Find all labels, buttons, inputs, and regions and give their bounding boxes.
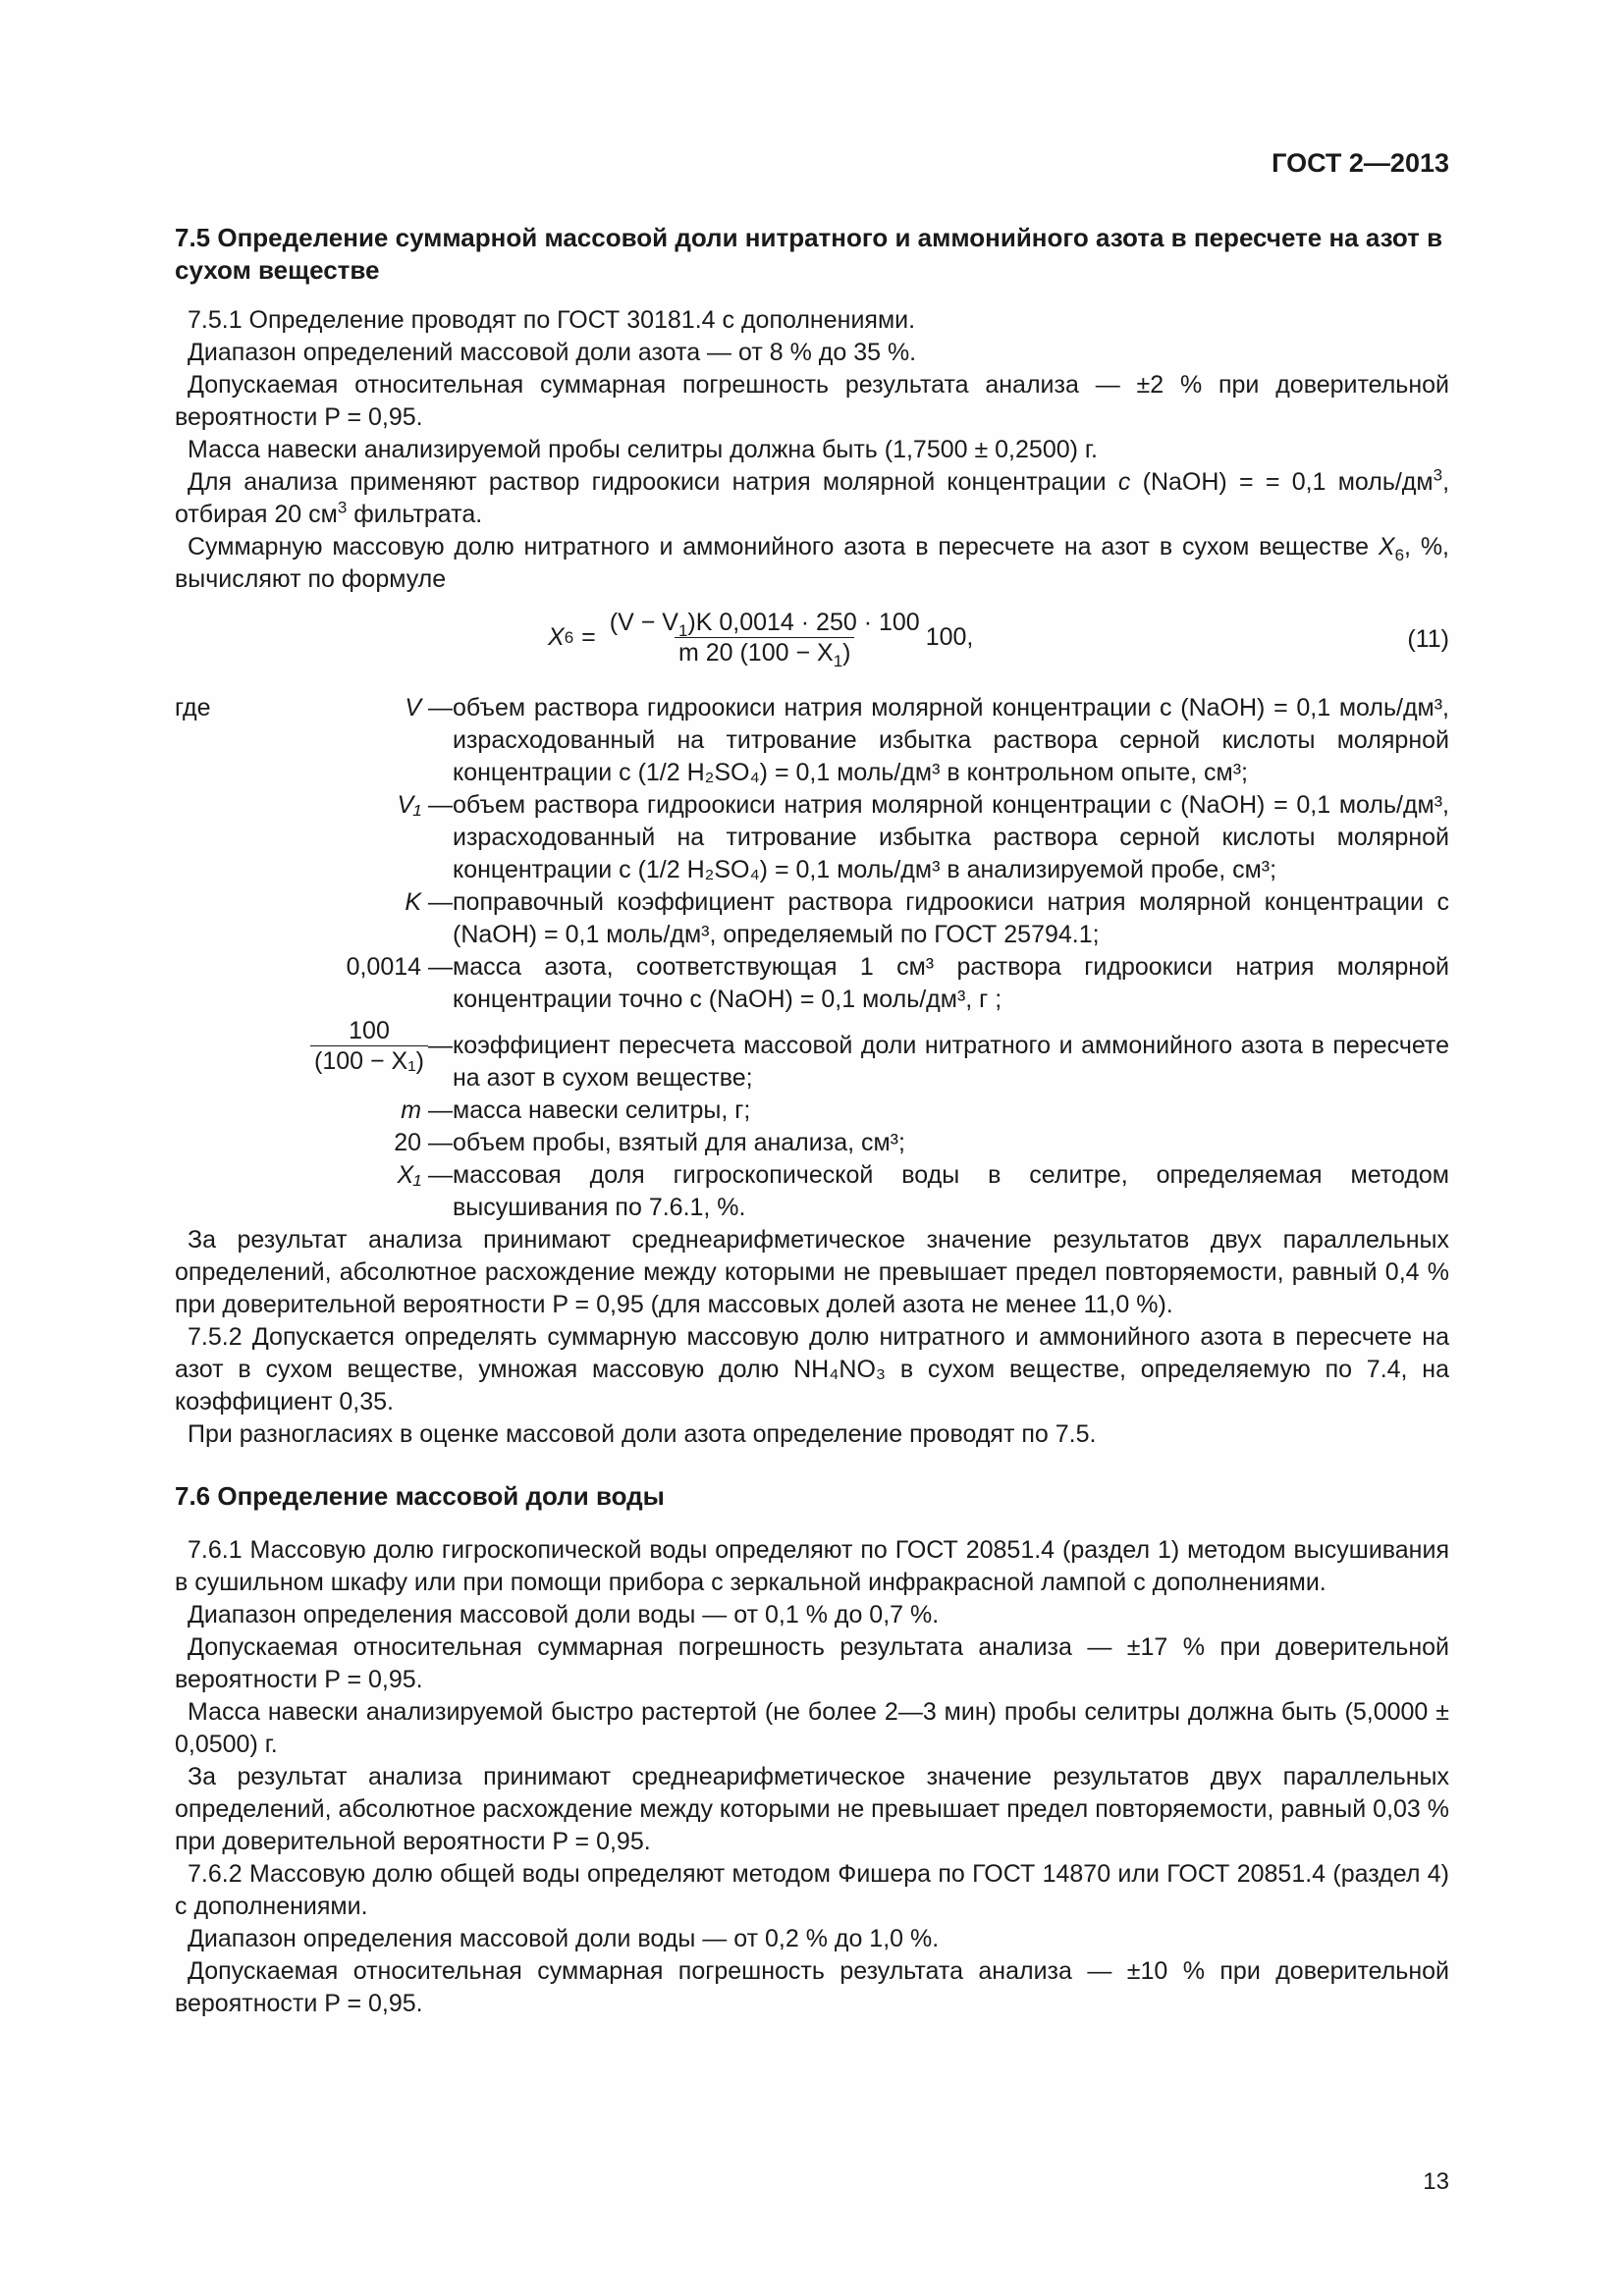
definition-row xyxy=(175,1095,1449,1127)
num-part: (V − V xyxy=(609,609,678,636)
paragraph: 7.5.1 Определение проводят по ГОСТ 30181.4 с дополнениями. xyxy=(188,306,916,334)
dash: — xyxy=(421,694,453,721)
page-number: 13 xyxy=(1423,2168,1449,2195)
sym: 0,0014 xyxy=(346,953,422,981)
definition-symbol xyxy=(266,951,453,1016)
definition-text: объем пробы, взятый для анализа, см³; xyxy=(453,1129,905,1156)
symbol-c: c xyxy=(1117,468,1131,496)
page-content xyxy=(175,222,1449,2020)
definition-symbol xyxy=(266,886,453,951)
definition-symbol xyxy=(266,692,453,789)
text-run: , %, вычисляют по формуле xyxy=(175,533,1449,593)
formula-numerator xyxy=(606,608,924,640)
definition-symbol xyxy=(266,1127,453,1159)
section-7-6-heading: 7.6 Определение массовой доли воды xyxy=(175,1481,665,1511)
sym: V₁ xyxy=(397,791,422,819)
definition-row xyxy=(175,1017,1449,1095)
paragraph: Допускаемая относительная суммарная погрешность результата анализа — ±17 % при доверительной вероятности P = 0,95. xyxy=(175,1633,1449,1693)
num-sub: 1 xyxy=(677,621,688,640)
text-run: фильтрата. xyxy=(347,501,483,528)
fraction-symbol xyxy=(310,1016,428,1076)
formula-denominator xyxy=(675,637,855,670)
paragraph: Суммарную массовую долю нитратного и аммонийного азота в пересчете на азот в сухом веществе $X_6$, %, вычисляют по формуле xyxy=(175,533,1449,593)
formula-fraction xyxy=(606,608,924,670)
paragraph: Масса навески анализируемой быстро растертой (не более 2—3 мин) пробы селитры должна быть (5,0000 ± 0,0500) г. xyxy=(175,1698,1449,1758)
sym: X₁ xyxy=(397,1161,422,1189)
definition-text: масса азота, соответствующая 1 см³ раствора гидроокиси натрия молярной концентрации точно c (NaOH) = 0,1 моль/дм³, г ; xyxy=(453,953,1449,1013)
definition-symbol xyxy=(175,1017,453,1095)
den-rest: ) xyxy=(842,639,851,667)
paragraph: Для анализа применяют раствор гидроокиси натрия молярной концентрации c (NaOH) = = 0,1 моль/$дм^3$, отбирая 20 $см^3$ фильтрата. xyxy=(175,465,1450,528)
formula-11 xyxy=(175,602,1449,680)
text-run: Суммарную массовую долю нитратного и аммонийного азота в пересчете на азот в сухом веществе xyxy=(188,533,1370,561)
definition-row xyxy=(175,692,1449,789)
definition-text: массовая доля гигроскопической воды в селитре, определяемая методом высушивания по 7.6.1, %. xyxy=(453,1161,1449,1221)
den-sub: 1 xyxy=(833,652,843,670)
formula-body: X 6 = $\frac{(V - V_1)K 0,0014 \cdot 250 \cdot 100}{m 20 (100 - X_1)}$ 100, xyxy=(548,609,974,670)
sym: V xyxy=(405,694,422,721)
dash: — xyxy=(421,791,453,819)
definition-symbol xyxy=(266,789,453,886)
definition-row xyxy=(175,789,1449,886)
formula-tail: 100, xyxy=(925,623,974,651)
paragraph: Масса навески анализируемой пробы селитры должна быть (1,7500 ± 0,2500) г. xyxy=(188,436,1098,463)
document-code: ГОСТ 2—2013 xyxy=(1272,148,1449,178)
definition-text: коэффициент пересчета массовой доли нитратного и аммонийного азота в пересчете на азот в сухом веществе; xyxy=(453,1032,1449,1092)
definition-row xyxy=(175,951,1449,1016)
dash: — xyxy=(421,1129,453,1156)
paragraph: 7.5.2 Допускается определять суммарную массовую долю нитратного и аммонийного азота в пересчете на азот в сухом веществе, умножая массовую долю NH₄NO₃ в сухом веществе, определяемую по 7.4, на коэффициент 0,35. xyxy=(175,1323,1449,1415)
paragraph: Диапазон определений массовой доли азота — от 8 % до 35 %. xyxy=(188,339,917,366)
formula-lhs: X xyxy=(548,623,565,651)
paragraph: Диапазон определения массовой доли воды — от 0,2 % до 1,0 %. xyxy=(188,1925,940,1952)
den-part: m 20 (100 − X xyxy=(677,639,834,667)
paragraph: Допускаемая относительная суммарная погрешность результата анализа — ±2 % при доверительной вероятности P = 0,95. xyxy=(175,371,1449,431)
paragraph: 7.6.2 Массовую долю общей воды определяют методом Фишера по ГОСТ 14870 или ГОСТ 20851.4 (раздел 4) с дополнениями. xyxy=(175,1860,1449,1920)
frac-num: 100 xyxy=(349,1017,390,1044)
paragraph: 7.6.1 Массовую долю гигроскопической воды определяют по ГОСТ 20851.4 (раздел 1) методом высушивания в сушильном шкафу или при помощи прибора с зеркальной инфракрасной лампой с дополнениями. xyxy=(175,1536,1449,1596)
sym: K xyxy=(405,888,422,916)
text-run: (NaOH) = = 0,1 моль/дм xyxy=(1142,468,1434,496)
dash: — xyxy=(421,888,453,916)
where-label: где xyxy=(175,694,211,721)
paragraph: При разногласиях в оценке массовой доли азота определение проводят по 7.5. xyxy=(188,1420,1097,1448)
sym: m xyxy=(401,1096,422,1124)
dash: — xyxy=(428,1032,453,1059)
dash: — xyxy=(421,953,453,981)
frac-den: (100 − X₁) xyxy=(310,1045,428,1076)
paragraph: За результат анализа принимают среднеарифметическое значение результатов двух параллельных определений, абсолютное расхождение между которыми не превышает предел повторяемости, равный 0,03 % при доверительной вероятности P = 0,95. xyxy=(175,1763,1450,1855)
definition-symbol xyxy=(266,1159,453,1224)
definition-row xyxy=(175,886,1449,951)
paragraph: Допускаемая относительная суммарная погрешность результата анализа — ±10 % при доверительной вероятности P = 0,95. xyxy=(175,1957,1449,2017)
sym: 20 xyxy=(394,1129,422,1156)
section-7-5-heading: 7.5 Определение суммарной массовой доли нитратного и аммонийного азота в пересчете на азот в сухом веществе xyxy=(175,223,1443,285)
text-run: Для анализа применяют раствор гидроокиси натрия молярной концентрации xyxy=(188,468,1107,496)
paragraph: За результат анализа принимают среднеарифметическое значение результатов двух параллельных определений, абсолютное расхождение между которыми не превышает предел повторяемости, равный 0,4 % при доверительной вероятности P = 0,95 (для массовых долей азота не менее 11,0 %). xyxy=(175,1226,1449,1318)
formula-equals: = xyxy=(581,623,596,651)
definition-text: поправочный коэффициент раствора гидроокиси натрия молярной концентрации c (NaOH) = 0,1 моль/дм³, определяемый по ГОСТ 25794.1; xyxy=(453,888,1449,948)
definition-text: объем раствора гидроокиси натрия молярной концентрации c (NaOH) = 0,1 моль/дм³, израсходованный на титрование избытка раствора серной кислоты молярной концентрации c (1/2 H₂SO₄) = 0,1 моль/дм³ в контрольном опыте, см³; xyxy=(453,694,1449,786)
text-run: , отбирая 20 см xyxy=(175,468,1450,528)
definition-row xyxy=(175,1127,1449,1159)
variable-definitions xyxy=(175,692,1449,1224)
dash: — xyxy=(421,1096,453,1124)
definition-row xyxy=(175,1159,1449,1224)
paragraph: Диапазон определения массовой доли воды — от 0,1 % до 0,7 %. xyxy=(188,1601,940,1629)
definition-text: объем раствора гидроокиси натрия молярной концентрации c (NaOH) = 0,1 моль/дм³, израсходованный на титрование избытка раствора серной кислоты молярной концентрации c (1/2 H₂SO₄) = 0,1 моль/дм³ в анализируемой пробе, см³; xyxy=(453,791,1449,883)
num-rest: )K 0,0014 · 250 · 100 xyxy=(687,609,920,636)
dash: — xyxy=(421,1161,453,1189)
equation-number: (11) xyxy=(1407,625,1449,653)
definition-symbol xyxy=(266,1095,453,1127)
definition-text: масса навески селитры, г; xyxy=(453,1096,751,1124)
